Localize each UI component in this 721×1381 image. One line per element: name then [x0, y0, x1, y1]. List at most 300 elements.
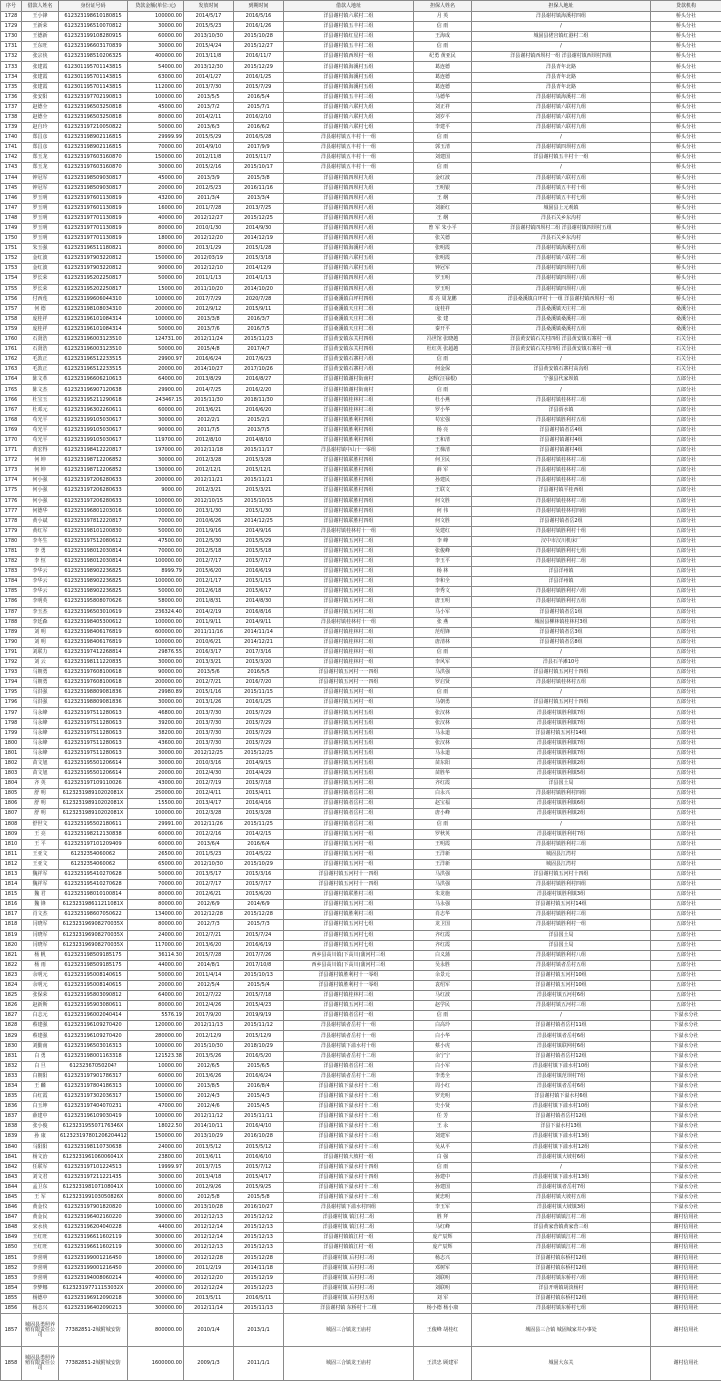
col-seq: 1770	[1, 435, 22, 445]
col-seq: 1842	[1, 1162, 22, 1172]
col-issue-date: 2014/8/1	[184, 960, 234, 970]
col-guarantor-address: 洋县谢村镇者岳村五组	[472, 960, 651, 970]
col-guarantor-name: 孙建中	[414, 1172, 472, 1182]
col-due-date: 2016/6/20	[234, 405, 284, 415]
col-loan-amount: 100000.00	[128, 1041, 184, 1051]
table-row	[1, 1273, 721, 1283]
col-issue-date: 2012/11/21	[184, 476, 234, 486]
col-borrower-address: 洋县谢村镇联胜村四组	[284, 506, 414, 516]
col-borrower-address: 洋县谢村镇下溢水村十四组	[284, 1172, 414, 1182]
col-borrower-address: 洋县谢村镇海溪村五组	[284, 72, 414, 82]
col-loan-amount: 600000.00	[128, 627, 184, 637]
col-id-number: 612323198509030817	[59, 173, 128, 183]
col-issue-date: 2014/5/17	[184, 12, 234, 22]
col-lending-branch: 桑溪分社	[651, 304, 721, 314]
col-id-number: 612323196002040414	[59, 1011, 128, 1021]
col-lending-branch: 五郎分社	[651, 597, 721, 607]
col-lending-branch: 桥头分社	[651, 52, 721, 62]
col-guarantor-name: 冯世馆 张晓越	[414, 335, 472, 345]
col-borrower-address: 洋县谢村镇胜利村四组	[284, 425, 414, 435]
col-issue-date: 2011/1/13	[184, 274, 234, 284]
col-borrower-address: 洋县谢村镇下溢水村十三组	[284, 1142, 414, 1152]
col-guarantor-name: 信 雨	[414, 688, 472, 698]
table-row	[1, 829, 721, 839]
col-due-date: 2015/11/21	[234, 476, 284, 486]
col-due-date: 2015/12/25	[234, 213, 284, 223]
col-issue-date: 2013/10/29	[184, 1132, 234, 1142]
table-row	[1, 769, 721, 779]
col-lending-branch: 下溢水分社	[651, 1011, 721, 1021]
col-lending-branch: 桥头分社	[651, 22, 721, 32]
col-id-number: 612323198902116815	[59, 133, 128, 143]
col-guarantor-address: 洋县黄安镇石关村四组 洋县黄安镇石寨村一组	[472, 335, 651, 345]
col-guarantor-name: 信 雨	[414, 1011, 472, 1021]
col-borrower-address: 洋县谢村镇桂林村一组	[284, 658, 414, 668]
col-borrower-address: 洋县谢村镇联胜村四组	[284, 466, 414, 476]
col-guarantor-name: 胜 拜	[414, 1213, 472, 1223]
col-guarantor-address: 洋县谢村镇胜利村二组	[472, 557, 651, 567]
col-guarantor-name: 葛连德	[414, 82, 472, 92]
col-id-number: 612323197701130819	[59, 213, 128, 223]
col-guarantor-name: 罗玉明	[414, 284, 472, 294]
col-issue-date: 2012/2/16	[184, 829, 234, 839]
col-borrower-address: 洋县谢村镇联胜村四组	[284, 496, 414, 506]
col-lending-branch: 桥头分社	[651, 32, 721, 42]
col-issue-date: 2012/7/21	[184, 678, 234, 688]
col-due-date: 2016/8/16	[234, 607, 284, 617]
col-guarantor-name: 李风军	[414, 658, 472, 668]
col-seq: 1857	[1, 1314, 22, 1347]
col-issue-date: 2013/1/30	[184, 506, 234, 516]
col-borrower-address: 洋县谢村镇者岳村二组	[284, 819, 414, 829]
col-borrower-address: 洋县谢村镇者岳村二组	[284, 1061, 414, 1071]
col-due-date: 2016/6/10	[234, 1152, 284, 1162]
col-due-date: 2015/12/28	[234, 1253, 284, 1263]
col-lending-branch: 五郎分社	[651, 637, 721, 647]
col-guarantor-address: 洋县国土局	[472, 940, 651, 950]
col-borrower-address: 洋县谢村镇五河村二组	[284, 536, 414, 546]
col-lending-branch: 五郎分社	[651, 516, 721, 526]
col-borrower-name: 王 亮	[22, 829, 59, 839]
table-row	[1, 1081, 721, 1091]
col-guarantor-name: 龙卫国	[414, 920, 472, 930]
table-row	[1, 637, 721, 647]
col-guarantor-address: 洋县谢村镇五河村6组	[472, 991, 651, 1001]
col-issue-date: 2012/12/28	[184, 910, 234, 920]
col-id-number: 612323198509185175	[59, 950, 128, 960]
col-seq: 1760	[1, 335, 22, 345]
col-due-date: 2014/8/30	[234, 597, 284, 607]
col-issue-date: 2012/5/30	[184, 536, 234, 546]
col-due-date: 2015/12/25	[234, 748, 284, 758]
col-lending-branch: 五郎分社	[651, 405, 721, 415]
col-loan-amount: 400000.00	[128, 1273, 184, 1283]
col-borrower-name: 马永峰	[22, 728, 59, 738]
col-issue-date: 2013/7/2	[184, 102, 234, 112]
col-borrower-address: 洋县谢村镇五河村五组	[284, 708, 414, 718]
col-lending-branch: 五郎分社	[651, 1001, 721, 1011]
col-issue-date: 2014/10/27	[184, 365, 234, 375]
col-loan-amount: 100000.00	[128, 92, 184, 102]
col-guarantor-address: 城固县江湾村	[472, 849, 651, 859]
col-lending-branch: 五郎分社	[651, 536, 721, 546]
table-row	[1, 1162, 721, 1172]
col-borrower-name: 城固县勇照养殖有限责任公司	[22, 1347, 59, 1381]
col-seq: 1749	[1, 223, 22, 233]
col-guarantor-address: 洋县谢村镇胜利镇2组	[472, 809, 651, 819]
col-borrower-name: 郑昌彦	[22, 133, 59, 143]
col-seq: 1780	[1, 536, 22, 546]
col-borrower-name: 罗玉明	[22, 203, 59, 213]
col-loan-amount: 24000.00	[128, 1142, 184, 1152]
col-loan-amount: 150000.00	[128, 1092, 184, 1102]
col-seq: 1815	[1, 890, 22, 900]
col-issue-date: 2012/6/5	[184, 1061, 234, 1071]
table-row	[1, 42, 721, 52]
col-issue-date: 2015/6/20	[184, 567, 234, 577]
col-lending-branch: 五郎分社	[651, 456, 721, 466]
col-borrower-name: 郑昌彦	[22, 143, 59, 153]
col-seq: 1776	[1, 496, 22, 506]
col-borrower-address: 洋县谢村镇六联村二组	[284, 12, 414, 22]
col-issue-date: 2013/6/3	[184, 123, 234, 133]
col-borrower-name: 马洪强	[22, 698, 59, 708]
col-seq: 1819	[1, 930, 22, 940]
col-borrower-name: 李 勇	[22, 546, 59, 556]
col-guarantor-name: 李玉平	[414, 557, 472, 567]
col-loan-amount: 390000.00	[128, 1213, 184, 1223]
col-issue-date: 2013/3/9	[184, 173, 234, 183]
col-loan-amount: 58000.00	[128, 597, 184, 607]
col-borrower-address: 洋县谢村镇五丰村三组	[284, 92, 414, 102]
col-guarantor-name: 王海成	[414, 32, 472, 42]
table-row	[1, 617, 721, 627]
col-issue-date: 2011/7/28	[184, 203, 234, 213]
col-guarantor-name: 刘 军	[414, 1293, 472, 1303]
col-seq: 1810	[1, 839, 22, 849]
col-due-date: 2018/10/29	[234, 1041, 284, 1051]
col-seq: 1788	[1, 617, 22, 627]
col-seq: 1741	[1, 143, 22, 153]
col-due-date: 2015/9/25	[234, 1182, 284, 1192]
col-guarantor-address: 城固县柳林镇桂林村3组	[472, 617, 651, 627]
col-loan-amount: 54000.00	[128, 62, 184, 72]
col-issue-date: 2013/4/17	[184, 799, 234, 809]
col-issue-date: 2013/3/21	[184, 658, 234, 668]
col-issue-date: 2012/3/28	[184, 809, 234, 819]
col-due-date: 2015/7/17	[234, 880, 284, 890]
col-seq: 1773	[1, 466, 22, 476]
col-borrower-address: 洋县谢村镇海溪村六组	[284, 244, 414, 254]
col-issue-date: 2012/12/27	[184, 213, 234, 223]
table-row	[1, 748, 721, 758]
header-col-loan-amount: 贷款金额(单位:元)	[128, 1, 184, 12]
col-due-date: 2015/12/23	[234, 1283, 284, 1293]
col-due-date: 2015/1/28	[234, 244, 284, 254]
col-id-number: 61232367050204?	[59, 1061, 128, 1071]
col-id-number: 612323195410270628	[59, 880, 128, 890]
col-seq: 1779	[1, 526, 22, 536]
col-id-number: 612323196912090218	[59, 1293, 128, 1303]
col-loan-amount: 60000.00	[128, 32, 184, 42]
col-lending-branch: 谢村信用社	[651, 1263, 721, 1273]
col-borrower-address: 洋县谢村镇镇江村一组	[284, 1233, 414, 1243]
col-id-number: 612323199105030617	[59, 425, 128, 435]
col-borrower-name: 马朝勇	[22, 668, 59, 678]
table-row	[1, 1142, 721, 1152]
col-borrower-address: 洋县谢村镇 后村村三组	[284, 1283, 414, 1293]
col-issue-date: 2012/7/17	[184, 880, 234, 890]
col-borrower-name: 赵德全	[22, 112, 59, 122]
col-due-date: 2015/6/20	[234, 890, 284, 900]
col-lending-branch: 五郎分社	[651, 587, 721, 597]
col-seq: 1755	[1, 284, 22, 294]
col-loan-amount: 100000.00	[128, 506, 184, 516]
col-seq: 1729	[1, 22, 22, 32]
col-seq: 1804	[1, 779, 22, 789]
col-lending-branch: 桥头分社	[651, 183, 721, 193]
col-seq: 1822	[1, 960, 22, 970]
col-guarantor-address: 洋县谢村镇大坡村6组	[472, 1152, 651, 1162]
col-borrower-name: 罗玉明	[22, 234, 59, 244]
col-borrower-name: 李喜明	[22, 1263, 59, 1273]
col-issue-date: 2013/6/4	[184, 839, 234, 849]
table-row	[1, 92, 721, 102]
col-seq: 1839	[1, 1132, 22, 1142]
col-guarantor-address: 洋县谢村镇者岳8组	[472, 637, 651, 647]
col-borrower-name: 郑玉龙	[22, 153, 59, 163]
col-lending-branch: 下溢水分社	[651, 1192, 721, 1202]
col-loan-amount: 300000.00	[128, 1293, 184, 1303]
col-due-date: 2015/12/13	[234, 1233, 284, 1243]
col-seq: 1795	[1, 688, 22, 698]
header-col-borrower-address: 借款人地址	[284, 1, 414, 12]
col-borrower-name: 石贤浩	[22, 335, 59, 345]
col-guarantor-name: 史小贤	[414, 1102, 472, 1112]
col-guarantor-name: 张 燕	[414, 617, 472, 627]
col-guarantor-address: 洋县谢村镇五河村十四组	[472, 668, 651, 678]
table-row	[1, 809, 721, 819]
col-borrower-address: 洋县谢村镇五河村五组	[284, 728, 414, 738]
col-guarantor-name: 王洋新	[414, 849, 472, 859]
col-lending-branch: 谢村信用社	[651, 1253, 721, 1263]
col-due-date: 2017/3/16	[234, 647, 284, 657]
col-guarantor-name: 信 雨	[414, 42, 472, 52]
col-guarantor-name: 庞桂祥	[414, 304, 472, 314]
col-guarantor-address: /	[472, 1162, 651, 1172]
col-id-number: 612323199001216450	[59, 1263, 128, 1273]
col-seq: 1809	[1, 829, 22, 839]
col-borrower-address: 洋县谢村镇者岳村十二组	[284, 1071, 414, 1081]
col-guarantor-name: 齐红霞	[414, 930, 472, 940]
table-row	[1, 153, 721, 163]
col-guarantor-name: 苗东阳	[414, 758, 472, 768]
col-lending-branch: 五郎分社	[651, 688, 721, 698]
col-guarantor-address: 宁强县代家坝镇	[472, 375, 651, 385]
col-id-number: 612323198902236825	[59, 577, 128, 587]
col-borrower-name: 蔡建强	[22, 1031, 59, 1041]
col-issue-date: 2011/8/31	[184, 597, 234, 607]
col-borrower-name: 朱玉强	[22, 244, 59, 254]
col-loan-amount: 50000.00	[128, 345, 184, 355]
col-issue-date: 2013/7/6	[184, 324, 234, 334]
col-lending-branch: 桥头分社	[651, 173, 721, 183]
col-guarantor-name: 张明霞	[414, 254, 472, 264]
col-due-date: 2015/12/19	[234, 1273, 284, 1283]
col-loan-amount: 80000.00	[128, 920, 184, 930]
col-borrower-name: 魏 锋	[22, 900, 59, 910]
col-id-number: 612323198509030817	[59, 183, 128, 193]
col-seq: 1826	[1, 1001, 22, 1011]
col-loan-amount: 60000.00	[128, 829, 184, 839]
col-lending-branch: 五郎分社	[651, 718, 721, 728]
col-borrower-name: 马永峰	[22, 708, 59, 718]
col-id-number: 612323197601130819	[59, 193, 128, 203]
col-borrower-name: 李冬生	[22, 536, 59, 546]
header-col-due-date: 到期时间	[234, 1, 284, 12]
col-lending-branch: 五郎分社	[651, 789, 721, 799]
col-guarantor-address: 洋县谢村镇东桥村12组	[472, 1253, 651, 1263]
col-issue-date: 2012/4/30	[184, 769, 234, 779]
col-lending-branch: 桥头分社	[651, 284, 721, 294]
col-seq: 1858	[1, 1347, 22, 1381]
col-due-date: 2015/4/17	[234, 1172, 284, 1182]
table-row	[1, 345, 721, 355]
col-seq: 1743	[1, 163, 22, 173]
col-due-date: 2016/10/28	[234, 1132, 284, 1142]
col-guarantor-address: 城固大东关	[472, 1347, 651, 1381]
col-issue-date: 2012/11/14	[184, 1304, 234, 1314]
col-guarantor-name: 张俊峰	[414, 546, 472, 556]
col-lending-branch: 五郎分社	[651, 557, 721, 567]
col-loan-amount: 18000.00	[128, 234, 184, 244]
col-guarantor-name: 赵辉(汪禄根)	[414, 375, 472, 385]
col-issue-date: 2016/3/17	[184, 647, 234, 657]
col-borrower-name: 毛敦正	[22, 365, 59, 375]
col-borrower-address: 洋县谢村镇五河村一组	[284, 849, 414, 859]
col-issue-date: 2012/11/26	[184, 819, 234, 829]
col-guarantor-name: 何文胜	[414, 496, 472, 506]
col-seq: 1841	[1, 1152, 22, 1162]
table-row	[1, 546, 721, 556]
col-borrower-name: 刘 明	[22, 637, 59, 647]
col-issue-date: 2013/5/5	[184, 92, 234, 102]
col-guarantor-name: 肖志华	[414, 910, 472, 920]
col-seq: 1800	[1, 738, 22, 748]
col-seq: 1820	[1, 940, 22, 950]
col-guarantor-name: 朱龙施	[414, 890, 472, 900]
col-guarantor-address: /	[472, 647, 651, 657]
col-issue-date: 2010/6/21	[184, 637, 234, 647]
col-guarantor-name: 曾 军 朱小平	[414, 223, 472, 233]
col-guarantor-name: 钟冠军	[414, 264, 472, 274]
col-guarantor-address: 洋县谢村镇胜利村五组	[472, 415, 651, 425]
table-row	[1, 12, 721, 22]
col-borrower-name: 金红波	[22, 264, 59, 274]
col-loan-amount: 24346?.15	[128, 395, 184, 405]
col-due-date: 2016/3/7	[234, 314, 284, 324]
col-seq: 1728	[1, 12, 22, 22]
col-due-date: 2017/10/26	[234, 365, 284, 375]
col-issue-date: 2015/10/30	[184, 1041, 234, 1051]
col-borrower-address: 洋县谢村镇五河村十一四组	[284, 880, 414, 890]
col-loan-amount: 280000.00	[128, 1031, 184, 1041]
col-seq: 1803	[1, 769, 22, 779]
col-issue-date: 2013/1/26	[184, 698, 234, 708]
table-row	[1, 123, 721, 133]
col-loan-amount: 30000.00	[128, 748, 184, 758]
col-issue-date: 2014/2/11	[184, 112, 234, 122]
col-due-date: 2014/12/21	[234, 637, 284, 647]
table-row	[1, 536, 721, 546]
col-borrower-name: 陈文革	[22, 375, 59, 385]
col-borrower-name: 何 坤	[22, 466, 59, 476]
col-guarantor-address: 洋县谢村镇胜利镇3组	[472, 890, 651, 900]
col-guarantor-name: 唐小峰	[414, 809, 472, 819]
col-lending-branch: 五郎分社	[651, 849, 721, 859]
col-loan-amount: 20000.00	[128, 981, 184, 991]
col-issue-date: 2013/11/8	[184, 52, 234, 62]
col-id-number: 612323197608100618	[59, 668, 128, 678]
col-borrower-name: 余明元	[22, 970, 59, 980]
col-seq: 1752	[1, 254, 22, 264]
col-id-number: 612323196908270035X	[59, 940, 128, 950]
col-id-number: 612323196603170839	[59, 42, 128, 52]
col-borrower-address: 洋县谢村镇 后村村五组	[284, 1293, 414, 1303]
col-guarantor-address: 洋县谢村镇六联村九组	[472, 112, 651, 122]
col-guarantor-address: 洋县石关乡东沟村	[472, 213, 651, 223]
col-guarantor-address: 洋县青年北路	[472, 82, 651, 92]
col-seq: 1768	[1, 415, 22, 425]
col-borrower-name: 张建霞	[22, 62, 59, 72]
col-guarantor-name: 李和全	[414, 577, 472, 587]
col-guarantor-name: 邓 亮 周龙鹏	[414, 294, 472, 304]
col-issue-date: 2009/1/3	[184, 1347, 234, 1381]
col-seq: 1762	[1, 355, 22, 365]
col-id-number: 612323198012030814	[59, 557, 128, 567]
col-guarantor-address: 洋县谢村镇镇江村二组	[472, 1243, 651, 1253]
col-borrower-name: 舒 明	[22, 809, 59, 819]
col-guarantor-address: 洋县谢村镇西坝村一组 洋县谢村镇西坝村四组	[472, 52, 651, 62]
col-id-number: 612323199108280915	[59, 32, 128, 42]
col-guarantor-address: 洋县谢村镇五丰村七组	[472, 193, 651, 203]
col-guarantor-address: 洋县谢村镇者岳村6组	[472, 1031, 651, 1041]
col-guarantor-address: 洋县谢村镇谢村4组	[472, 435, 651, 445]
col-borrower-address: 洋县谢村镇下溢水村十二组	[284, 1192, 414, 1202]
col-loan-amount: 19999.97	[128, 1162, 184, 1172]
col-borrower-name: 钟冠军	[22, 173, 59, 183]
col-borrower-address: 洋县谢村镇者岳村十一组	[284, 1021, 414, 1031]
col-seq: 1825	[1, 991, 22, 1001]
col-guarantor-address: 洋县谢村镇桂林村三组	[472, 496, 651, 506]
col-loan-amount: 5576.19	[128, 1011, 184, 1021]
col-lending-branch: 桥头分社	[651, 112, 721, 122]
col-borrower-address: 洋县谢村镇胜利村四组	[284, 415, 414, 425]
col-issue-date: 2012/11/12	[184, 1112, 234, 1122]
col-issue-date: 2012/7/22	[184, 991, 234, 1001]
col-lending-branch: 桥头分社	[651, 123, 721, 133]
col-borrower-name: 刘联力	[22, 647, 59, 657]
col-issue-date: 2015/4/24	[184, 42, 234, 52]
col-guarantor-address: 洋县谢村镇者岳村11组	[472, 1021, 651, 1031]
col-borrower-name: 白 勇	[22, 1051, 59, 1061]
col-guarantor-name: 王俊峰 胡桂红	[414, 1314, 472, 1347]
col-id-number: 612323196402160220	[59, 1213, 128, 1223]
col-loan-amount: 90000.00	[128, 668, 184, 678]
col-lending-branch: 桥头分社	[651, 254, 721, 264]
col-issue-date: 2015/5/29	[184, 133, 234, 143]
table-row	[1, 264, 721, 274]
